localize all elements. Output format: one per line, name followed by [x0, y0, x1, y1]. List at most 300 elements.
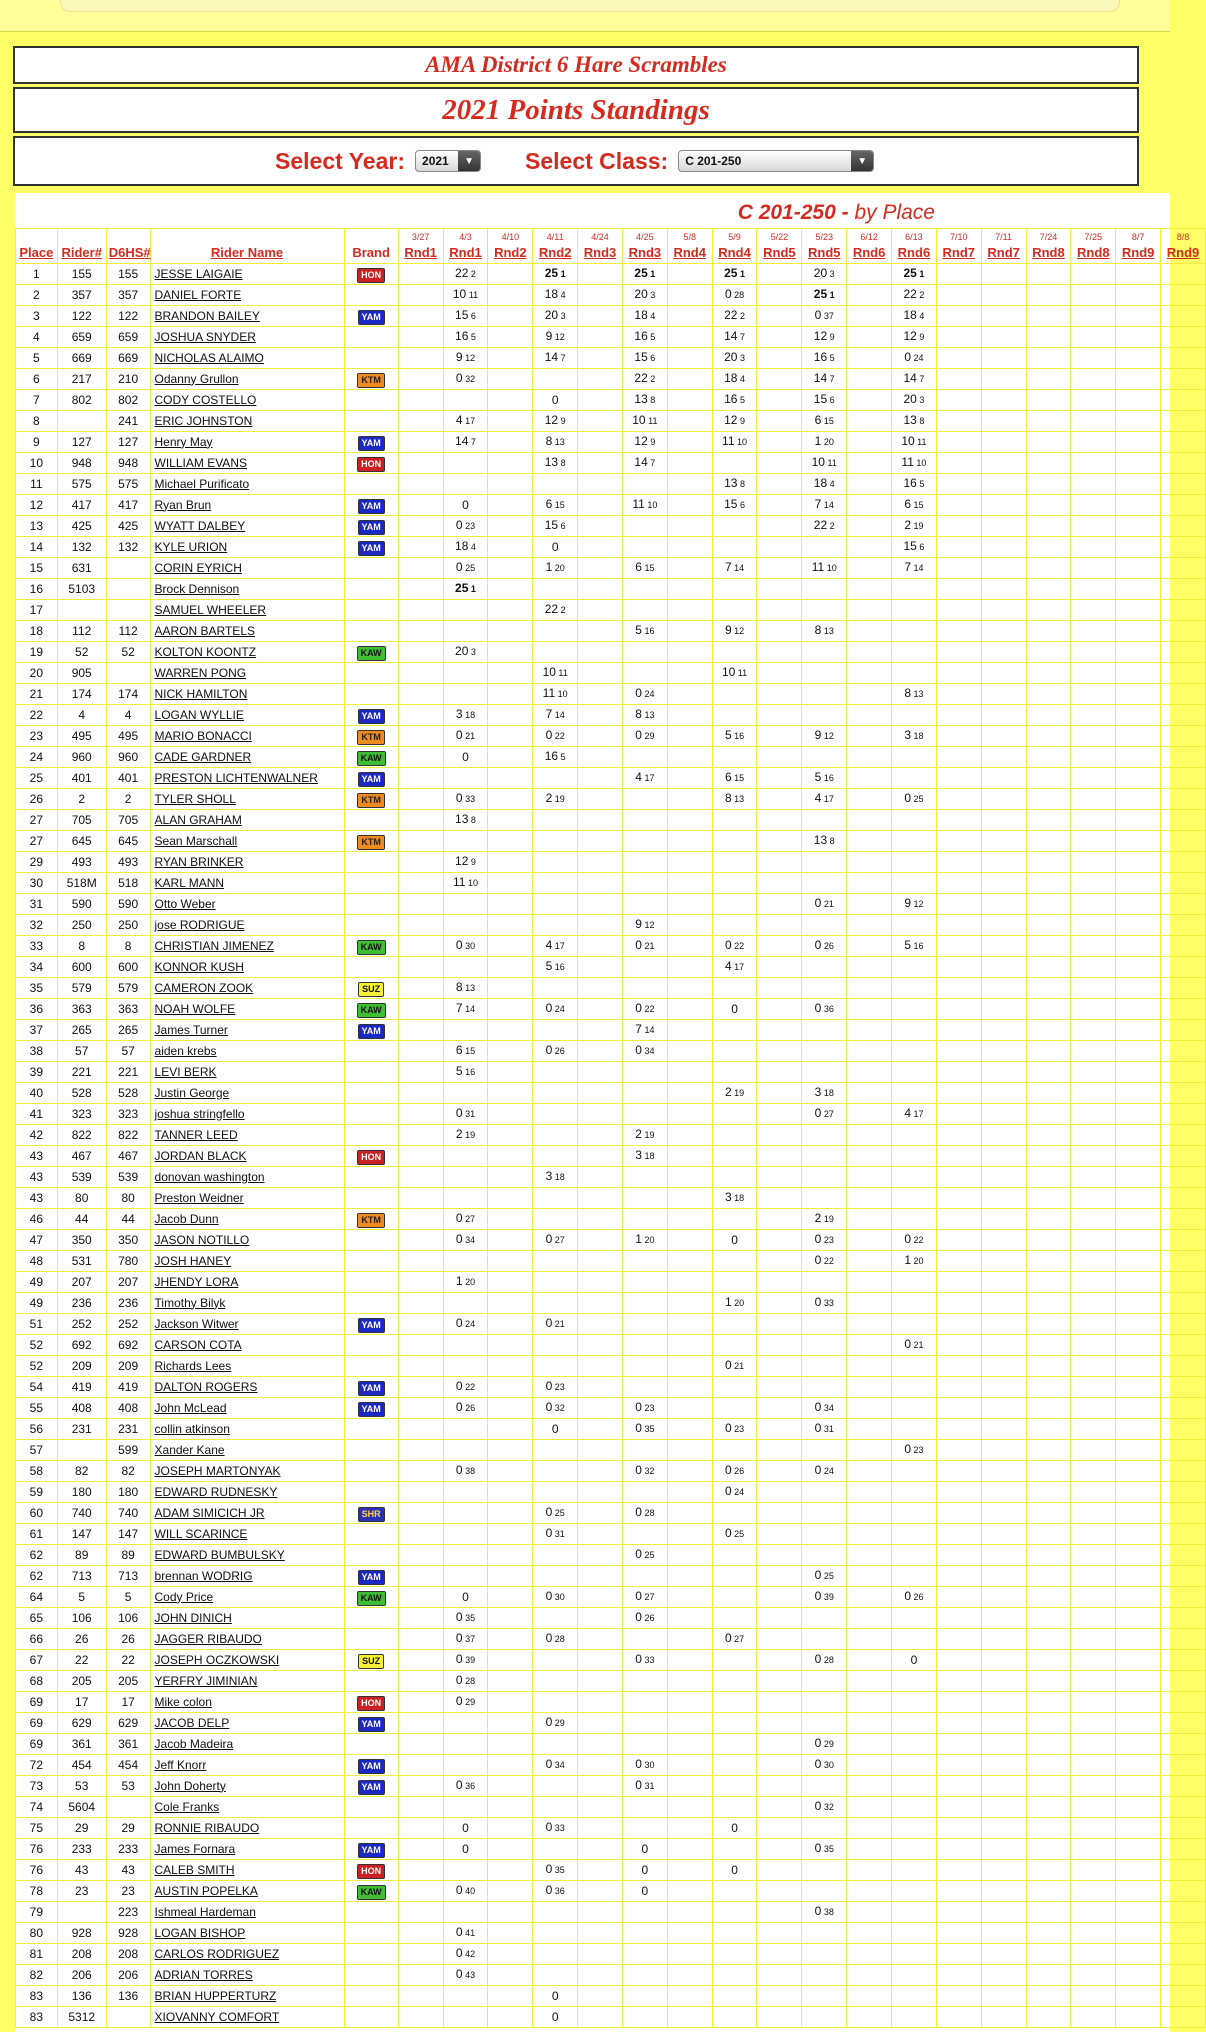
round-result-cell — [622, 1251, 667, 1272]
rider-name-link[interactable]: Justin George — [150, 1083, 344, 1104]
points-value: 0 — [635, 1778, 642, 1792]
col-place[interactable]: Place — [16, 229, 58, 264]
d6hs-number-cell: 29 — [106, 1818, 150, 1839]
rider-name-link[interactable]: WILL SCARINCE — [150, 1524, 344, 1545]
round-result-cell — [443, 621, 488, 642]
col-round-2[interactable] — [443, 229, 488, 264]
points-value: 0 — [910, 1652, 918, 1667]
points-value: 0 — [814, 1757, 822, 1771]
rider-name-link[interactable]: JAGGER RIBAUDO — [150, 1629, 344, 1650]
rider-name-link[interactable]: AARON BARTELS — [150, 621, 344, 642]
round-result-cell — [847, 1965, 892, 1986]
finish-position: 7 — [468, 437, 476, 447]
rider-name-link[interactable]: NOAH WOLFE — [150, 999, 344, 1020]
round-result-cell — [533, 789, 578, 810]
round-result-cell — [1161, 1272, 1206, 1293]
rider-name-link[interactable]: Mike colon — [150, 1692, 344, 1713]
rider-name-link[interactable]: Ryan Brun — [150, 495, 344, 516]
rider-name-link[interactable]: ADRIAN TORRES — [150, 1965, 344, 1986]
round-result-cell — [1116, 1986, 1161, 2007]
round-result-cell — [1161, 705, 1206, 726]
col-round-12[interactable] — [892, 229, 937, 264]
round-result-cell — [892, 789, 937, 810]
col-round-18[interactable] — [1161, 229, 1206, 264]
rider-number-cell: 705 — [57, 810, 106, 831]
round-result-cell — [847, 1482, 892, 1503]
rider-name-link[interactable]: AUSTIN POPELKA — [150, 1881, 344, 1902]
rider-name-link[interactable]: Michael Purificato — [150, 474, 344, 495]
round-result-cell — [1026, 1881, 1071, 1902]
rider-name-link[interactable]: Jacob Madeira — [150, 1734, 344, 1755]
rider-name-link[interactable]: YERFRY JIMINIAN — [150, 1671, 344, 1692]
rider-name-link[interactable]: XIOVANNY COMFORT — [150, 2007, 344, 2028]
round-result-cell — [892, 495, 937, 516]
round-result-cell — [1161, 810, 1206, 831]
round-result-cell — [488, 1692, 533, 1713]
rider-name-link[interactable]: RYAN BRINKER — [150, 852, 344, 873]
round-result-cell — [757, 369, 802, 390]
finish-position: 39 — [462, 1655, 476, 1665]
class-dropdown[interactable] — [678, 150, 874, 172]
round-result-cell — [936, 411, 981, 432]
round-result-cell — [936, 327, 981, 348]
finish-position: 27 — [641, 1592, 655, 1602]
col-rider-name[interactable]: Rider Name — [150, 229, 344, 264]
rider-name-link[interactable]: donovan washington — [150, 1167, 344, 1188]
rider-name-link[interactable]: JASON NOTILLO — [150, 1230, 344, 1251]
round-result-cell — [981, 264, 1026, 285]
round-result-cell — [757, 1398, 802, 1419]
table-row — [16, 1734, 1206, 1755]
d6hs-number-cell: 236 — [106, 1293, 150, 1314]
rider-name-link[interactable]: Cody Price — [150, 1587, 344, 1608]
rider-number-cell: 217 — [57, 369, 106, 390]
rider-name-link[interactable]: CARLOS RODRIGUEZ — [150, 1944, 344, 1965]
finish-position: 11 — [466, 290, 479, 300]
round-result-cell — [981, 1881, 1026, 1902]
rider-name-link[interactable]: CALEB SMITH — [150, 1860, 344, 1881]
table-row — [16, 1566, 1206, 1587]
brand-cell — [344, 1251, 398, 1272]
brand-cell — [344, 1503, 398, 1524]
round-result-cell — [1116, 1167, 1161, 1188]
table-row — [16, 747, 1206, 768]
rider-name-link[interactable]: Ishmeal Hardeman — [150, 1902, 344, 1923]
round-result-cell — [667, 1167, 712, 1188]
points-value: 3 — [724, 1190, 732, 1204]
round-result-cell — [847, 1692, 892, 1713]
round-result-cell — [936, 1986, 981, 2007]
round-result-cell — [533, 684, 578, 705]
rider-name-link[interactable]: LOGAN BISHOP — [150, 1923, 344, 1944]
rider-name-link[interactable]: John McLead — [150, 1398, 344, 1419]
rider-name-link[interactable]: JOSEPH MARTONYAK — [150, 1461, 344, 1482]
round-result-cell — [488, 1356, 533, 1377]
rider-name-link[interactable]: JHENDY LORA — [150, 1272, 344, 1293]
rider-name-link[interactable]: DANIEL FORTE — [150, 285, 344, 306]
rider-name-link[interactable]: KARL MANN — [150, 873, 344, 894]
round-result-cell — [936, 1041, 981, 1062]
points-value: 2 — [814, 1211, 822, 1225]
rider-name-link[interactable]: TANNER LEED — [150, 1125, 344, 1146]
points-value: 15 — [455, 308, 469, 322]
rider-name-link[interactable]: JORDAN BLACK — [150, 1146, 344, 1167]
points-value: 10 — [901, 434, 915, 448]
place-cell: 64 — [16, 1587, 58, 1608]
round-result-cell — [1071, 642, 1116, 663]
rider-number-cell: 17 — [57, 1692, 106, 1713]
rider-number-cell: 29 — [57, 1818, 106, 1839]
rider-name-link[interactable]: Brock Dennison — [150, 579, 344, 600]
rider-name-link[interactable]: ALAN GRAHAM — [150, 810, 344, 831]
round-result-cell — [488, 600, 533, 621]
round-result-cell — [1026, 1923, 1071, 1944]
round-result-cell — [1071, 1818, 1116, 1839]
rider-name-link[interactable]: DALTON ROGERS — [150, 1377, 344, 1398]
points-value: 0 — [545, 1715, 553, 1729]
round-result-cell — [398, 1230, 443, 1251]
rider-number-cell: 357 — [57, 285, 106, 306]
finish-position: 25 — [641, 1550, 655, 1560]
round-label: Rnd5 — [807, 245, 841, 260]
col-round-6[interactable] — [622, 229, 667, 264]
round-result-cell — [1116, 1734, 1161, 1755]
rider-name-link[interactable]: PRESTON LICHTENWALNER — [150, 768, 344, 789]
round-result-cell — [1116, 348, 1161, 369]
round-result-cell — [1116, 1335, 1161, 1356]
round-result-cell — [847, 747, 892, 768]
round-date: 5/22 — [770, 232, 789, 242]
round-result-cell — [712, 558, 757, 579]
rider-name-link[interactable]: Otto Weber — [150, 894, 344, 915]
round-result-cell — [981, 1524, 1026, 1545]
round-result-cell — [712, 1566, 757, 1587]
round-result-cell — [488, 1713, 533, 1734]
d6hs-number-cell: 147 — [106, 1524, 150, 1545]
finish-position: 10 — [644, 500, 658, 510]
col-round-1[interactable] — [398, 229, 443, 264]
round-result-cell — [712, 579, 757, 600]
rider-name-link[interactable]: James Fornara — [150, 1839, 344, 1860]
finish-position: 5 — [737, 395, 745, 405]
round-result-cell — [622, 1188, 667, 1209]
finish-position: 25 — [552, 1508, 565, 1518]
place-cell: 17 — [16, 600, 58, 621]
round-result-cell — [443, 1314, 488, 1335]
round-result-cell — [578, 369, 623, 390]
rider-name-link[interactable]: jose RODRIGUE — [150, 915, 344, 936]
round-result-cell — [936, 1335, 981, 1356]
finish-position: 23 — [641, 1403, 655, 1413]
round-result-cell — [892, 1461, 937, 1482]
brand-badge: KTM — [357, 1213, 385, 1228]
rider-name-link[interactable]: Richards Lees — [150, 1356, 344, 1377]
round-result-cell — [802, 369, 847, 390]
round-result-cell — [488, 1524, 533, 1545]
table-row — [16, 1188, 1206, 1209]
col-round-9[interactable] — [757, 229, 802, 264]
round-result-cell — [936, 1314, 981, 1335]
round-result-cell — [1161, 600, 1206, 621]
rider-name-link[interactable]: Cole Franks — [150, 1797, 344, 1818]
table-row — [16, 537, 1206, 558]
round-result-cell — [622, 1902, 667, 1923]
points-value: 2 — [455, 1127, 463, 1141]
rider-name-link[interactable]: collin atkinson — [150, 1419, 344, 1440]
points-value: 0 — [455, 1652, 463, 1666]
rider-name-link[interactable]: NICK HAMILTON — [150, 684, 344, 705]
rider-name-link[interactable]: Jeff Knorr — [150, 1755, 344, 1776]
col-round-4[interactable] — [533, 229, 578, 264]
col-round-11[interactable] — [847, 229, 892, 264]
round-result-cell — [533, 1944, 578, 1965]
finish-position: 4 — [468, 542, 476, 552]
round-result-cell — [667, 495, 712, 516]
brand-badge: YAM — [358, 772, 385, 787]
rider-name-link[interactable]: Preston Weidner — [150, 1188, 344, 1209]
rider-name-link[interactable]: Jackson Witwer — [150, 1314, 344, 1335]
points-value: 3 — [904, 728, 911, 742]
finish-position: 2 — [737, 311, 745, 321]
round-result-cell — [1026, 747, 1071, 768]
round-result-cell — [936, 1902, 981, 1923]
round-result-cell — [757, 600, 802, 621]
round-result-cell — [398, 1398, 443, 1419]
rider-name-link[interactable]: John Doherty — [150, 1776, 344, 1797]
round-result-cell — [622, 1398, 667, 1419]
round-result-cell — [1026, 516, 1071, 537]
col-round-17[interactable] — [1116, 229, 1161, 264]
rider-name-link[interactable]: JOSH HANEY — [150, 1251, 344, 1272]
round-label: Rnd2 — [538, 245, 572, 260]
points-value: 0 — [455, 1400, 463, 1414]
rider-name-link[interactable]: James Turner — [150, 1020, 344, 1041]
round-result-cell — [712, 369, 757, 390]
d6hs-number-cell: 575 — [106, 474, 150, 495]
brand-cell — [344, 1272, 398, 1293]
round-result-cell — [398, 474, 443, 495]
round-result-cell — [488, 411, 533, 432]
round-result-cell — [578, 1944, 623, 1965]
rider-name-link[interactable]: Jacob Dunn — [150, 1209, 344, 1230]
round-result-cell — [981, 1461, 1026, 1482]
round-result-cell — [398, 852, 443, 873]
round-result-cell — [443, 1797, 488, 1818]
round-result-cell — [398, 1902, 443, 1923]
rider-name-link[interactable]: KONNOR KUSH — [150, 957, 344, 978]
table-row — [16, 1251, 1206, 1272]
d6hs-number-cell: 590 — [106, 894, 150, 915]
rider-name-link[interactable]: Xander Kane — [150, 1440, 344, 1461]
col-d6hs-number[interactable]: D6HS# — [106, 229, 150, 264]
round-result-cell — [622, 831, 667, 852]
points-value: 0 — [455, 938, 463, 952]
rider-name-link[interactable]: JOHN DINICH — [150, 1608, 344, 1629]
rider-name-link[interactable]: Sean Marschall — [150, 831, 344, 852]
round-result-cell — [936, 285, 981, 306]
round-result-cell — [533, 348, 578, 369]
rider-name-link[interactable]: NICHOLAS ALAIMO — [150, 348, 344, 369]
round-result-cell — [1116, 642, 1161, 663]
rider-name-link[interactable]: joshua stringfello — [150, 1104, 344, 1125]
rider-name-link[interactable]: brennan WODRIG — [150, 1566, 344, 1587]
rider-name-link[interactable]: CODY COSTELLO — [150, 390, 344, 411]
rider-name-link[interactable]: Henry May — [150, 432, 344, 453]
table-row — [16, 1272, 1206, 1293]
col-round-14[interactable] — [981, 229, 1026, 264]
rider-name-link[interactable]: KOLTON KOONTZ — [150, 642, 344, 663]
round-result-cell — [712, 1734, 757, 1755]
rider-name-link[interactable]: JOSHUA SNYDER — [150, 327, 344, 348]
rider-name-link[interactable]: Timothy Bilyk — [150, 1293, 344, 1314]
round-result-cell — [398, 327, 443, 348]
round-result-cell — [398, 894, 443, 915]
col-round-15[interactable] — [1026, 229, 1071, 264]
col-round-13[interactable] — [936, 229, 981, 264]
round-result-cell — [892, 474, 937, 495]
round-result-cell — [488, 1860, 533, 1881]
round-result-cell — [936, 264, 981, 285]
col-round-3[interactable] — [488, 229, 533, 264]
d6hs-number-cell: 205 — [106, 1671, 150, 1692]
rider-name-link[interactable]: LOGAN WYLLIE — [150, 705, 344, 726]
points-value: 3 — [814, 1085, 822, 1099]
round-result-cell — [802, 1209, 847, 1230]
place-cell: 19 — [16, 642, 58, 663]
round-result-cell — [1161, 1146, 1206, 1167]
round-result-cell — [892, 915, 937, 936]
round-result-cell — [1071, 327, 1116, 348]
finish-position: 7 — [827, 374, 835, 384]
round-result-cell — [443, 915, 488, 936]
rider-name-link[interactable]: aiden krebs — [150, 1041, 344, 1062]
rider-name-link[interactable]: ERIC JOHNSTON — [150, 411, 344, 432]
rider-name-link[interactable]: EDWARD BUMBULSKY — [150, 1545, 344, 1566]
rider-name-link[interactable]: WYATT DALBEY — [150, 516, 344, 537]
rider-name-link[interactable]: Odanny Grullon — [150, 369, 344, 390]
col-round-16[interactable] — [1071, 229, 1116, 264]
points-value: 13 — [724, 476, 738, 490]
brand-cell — [344, 600, 398, 621]
round-result-cell — [847, 1776, 892, 1797]
round-result-cell — [1116, 1902, 1161, 1923]
rider-name-link[interactable]: RONNIE RIBAUDO — [150, 1818, 344, 1839]
rider-name-link[interactable]: BRANDON BAILEY — [150, 306, 344, 327]
rider-name-link[interactable]: KYLE URION — [150, 537, 344, 558]
round-result-cell — [712, 684, 757, 705]
rider-name-link[interactable]: MARIO BONACCI — [150, 726, 344, 747]
round-result-cell — [398, 936, 443, 957]
col-round-7[interactable] — [667, 229, 712, 264]
d6hs-number-cell: 17 — [106, 1692, 150, 1713]
col-round-10[interactable] — [802, 229, 847, 264]
finish-position: 19 — [641, 1130, 655, 1140]
round-result-cell — [892, 1650, 937, 1671]
rider-name-link[interactable]: CHRISTIAN JIMENEZ — [150, 936, 344, 957]
round-result-cell — [892, 1797, 937, 1818]
d6hs-number-cell: 223 — [106, 1902, 150, 1923]
round-result-cell — [398, 747, 443, 768]
round-result-cell — [757, 390, 802, 411]
rider-name-link[interactable]: BRIAN HUPPERTURZ — [150, 1986, 344, 2007]
points-value: 6 — [455, 1043, 463, 1057]
col-round-8[interactable] — [712, 229, 757, 264]
round-result-cell — [533, 1587, 578, 1608]
round-result-cell — [1161, 1545, 1206, 1566]
round-result-cell — [667, 1881, 712, 1902]
brand-cell — [344, 705, 398, 726]
round-result-cell — [533, 1776, 578, 1797]
rider-name-link[interactable]: ADAM SIMICICH JR — [150, 1503, 344, 1524]
round-result-cell — [847, 1125, 892, 1146]
round-result-cell — [802, 1671, 847, 1692]
round-result-cell — [936, 348, 981, 369]
rider-name-link[interactable]: CAMERON ZOOK — [150, 978, 344, 999]
rider-name-link[interactable]: JOSEPH OCZKOWSKI — [150, 1650, 344, 1671]
points-value: 0 — [635, 728, 642, 742]
finish-position: 8 — [558, 458, 566, 468]
col-rider-number[interactable]: Rider# — [57, 229, 106, 264]
points-value: 20 — [903, 392, 917, 406]
round-result-cell — [936, 1797, 981, 1818]
round-result-cell — [533, 915, 578, 936]
rider-name-link[interactable]: TYLER SHOLL — [150, 789, 344, 810]
rider-name-link[interactable]: LEVI BERK — [150, 1062, 344, 1083]
round-result-cell — [712, 306, 757, 327]
d6hs-number-cell: 53 — [106, 1776, 150, 1797]
round-result-cell — [981, 327, 1026, 348]
rider-number-cell: 528 — [57, 1083, 106, 1104]
rider-name-link[interactable]: CARSON COTA — [150, 1335, 344, 1356]
brand-cell — [344, 1104, 398, 1125]
round-result-cell — [981, 1209, 1026, 1230]
finish-position: 34 — [641, 1046, 655, 1056]
rider-number-cell: 645 — [57, 831, 106, 852]
rider-name-link[interactable]: WILLIAM EVANS — [150, 453, 344, 474]
rider-name-link[interactable]: EDWARD RUDNESKY — [150, 1482, 344, 1503]
round-result-cell — [488, 1545, 533, 1566]
round-result-cell — [488, 789, 533, 810]
rider-name-link[interactable]: JESSE LAIGAIE — [150, 264, 344, 285]
round-result-cell — [802, 1818, 847, 1839]
rider-name-link[interactable]: WARREN PONG — [150, 663, 344, 684]
rider-name-link[interactable]: JACOB DELP — [150, 1713, 344, 1734]
round-result-cell — [847, 348, 892, 369]
points-value: 0 — [731, 1232, 738, 1247]
rider-name-link[interactable]: SAMUEL WHEELER — [150, 600, 344, 621]
round-result-cell — [802, 1230, 847, 1251]
round-result-cell — [443, 1335, 488, 1356]
brand-cell — [344, 1587, 398, 1608]
rider-number-cell: 82 — [57, 1461, 106, 1482]
year-dropdown[interactable] — [415, 150, 481, 172]
brand-cell — [344, 1965, 398, 1986]
points-value: 0 — [814, 1400, 822, 1414]
round-result-cell — [533, 1608, 578, 1629]
col-round-5[interactable] — [578, 229, 623, 264]
brand-cell — [344, 1293, 398, 1314]
rider-name-link[interactable]: CADE GARDNER — [150, 747, 344, 768]
round-result-cell — [936, 474, 981, 495]
place-cell: 69 — [16, 1734, 58, 1755]
points-value: 0 — [462, 1820, 469, 1835]
round-result-cell — [757, 1167, 802, 1188]
round-result-cell — [578, 1776, 623, 1797]
rider-name-link[interactable]: CORIN EYRICH — [150, 558, 344, 579]
brand-badge: SHR — [358, 1507, 385, 1522]
round-result-cell — [712, 432, 757, 453]
round-result-cell — [443, 1629, 488, 1650]
